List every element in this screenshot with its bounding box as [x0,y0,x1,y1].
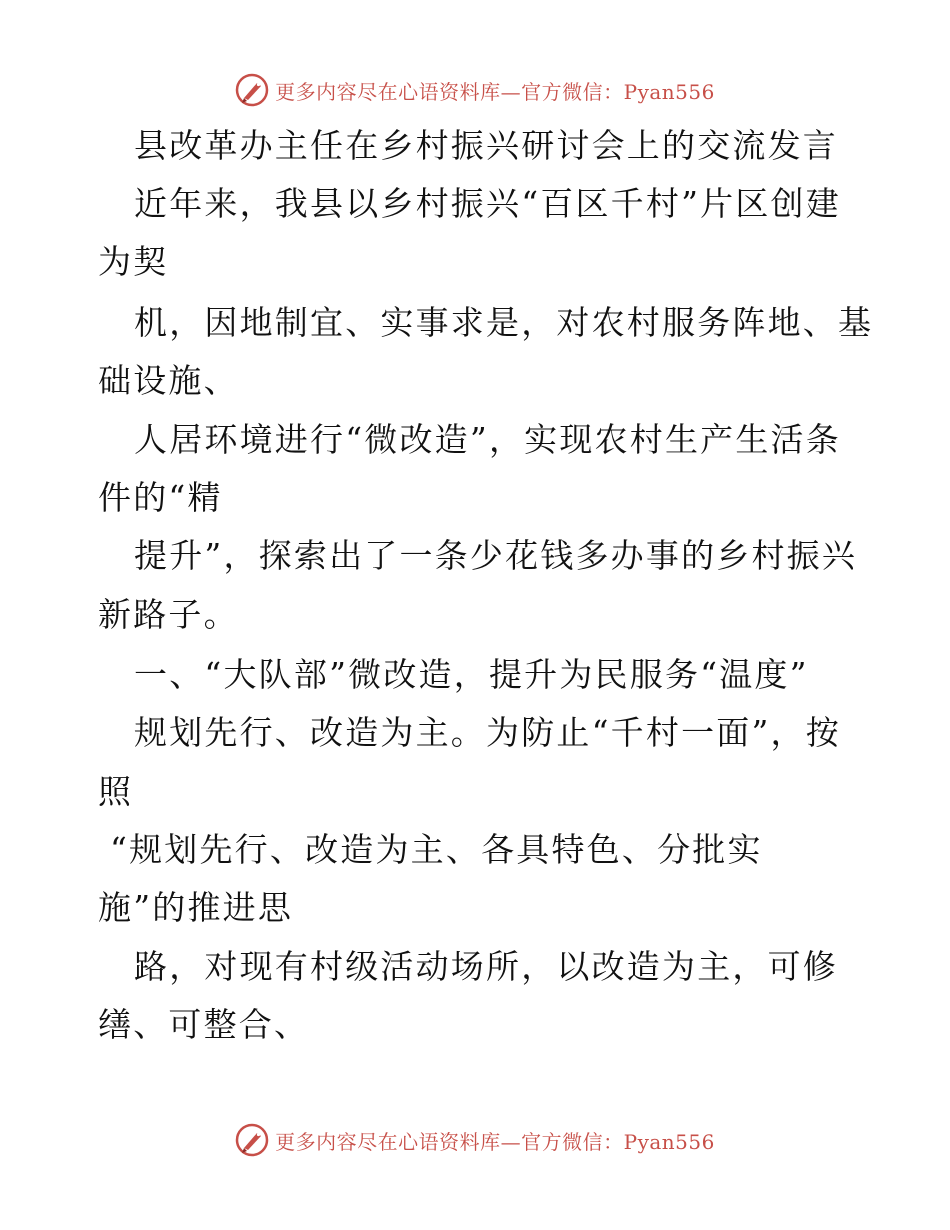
watermark-text: 更多内容尽在心语资料库—官方微信：Pyan556 [275,1129,715,1154]
paragraph-line: 规划先行、改造为主。为防止“千村一面”，按 [134,713,841,752]
paragraph-line: 机，因地制宜、实事求是，对农村服务阵地、基 [134,303,874,342]
paragraph-line: 件的“精 [98,478,223,517]
paragraph-line: 路，对现有村级活动场所，以改造为主，可修 [134,947,838,986]
paragraph-line: 照 [98,772,134,811]
paragraph-line: 为契 [98,242,169,281]
pen-logo-icon [235,73,269,107]
paragraph-line: 人居环境进行“微改造”，实现农村生产生活条 [134,420,841,459]
footer-watermark [0,1120,950,1160]
paragraph-line: “规划先行、改造为主、各具特色、分批实 [110,830,763,869]
paragraph-line: 缮、可整合、 [98,1005,310,1044]
pen-logo-icon [235,1123,269,1157]
document-title: 县改革办主任在乡村振兴研讨会上的交流发言 [134,126,838,165]
paragraph-line: 提升”，探索出了一条少花钱多办事的乡村振兴 [134,536,858,575]
paragraph-line: 施”的推进思 [98,888,294,927]
paragraph-line: 近年来，我县以乡村振兴“百区千村”片区创建 [134,184,841,223]
section-heading: 一、“大队部”微改造，提升为民服务“温度” [134,655,809,694]
paragraph-line: 新路子。 [98,595,239,634]
header-watermark [0,70,950,110]
paragraph-line: 础设施、 [98,361,239,400]
watermark-text: 更多内容尽在心语资料库—官方微信：Pyan556 [275,79,715,104]
